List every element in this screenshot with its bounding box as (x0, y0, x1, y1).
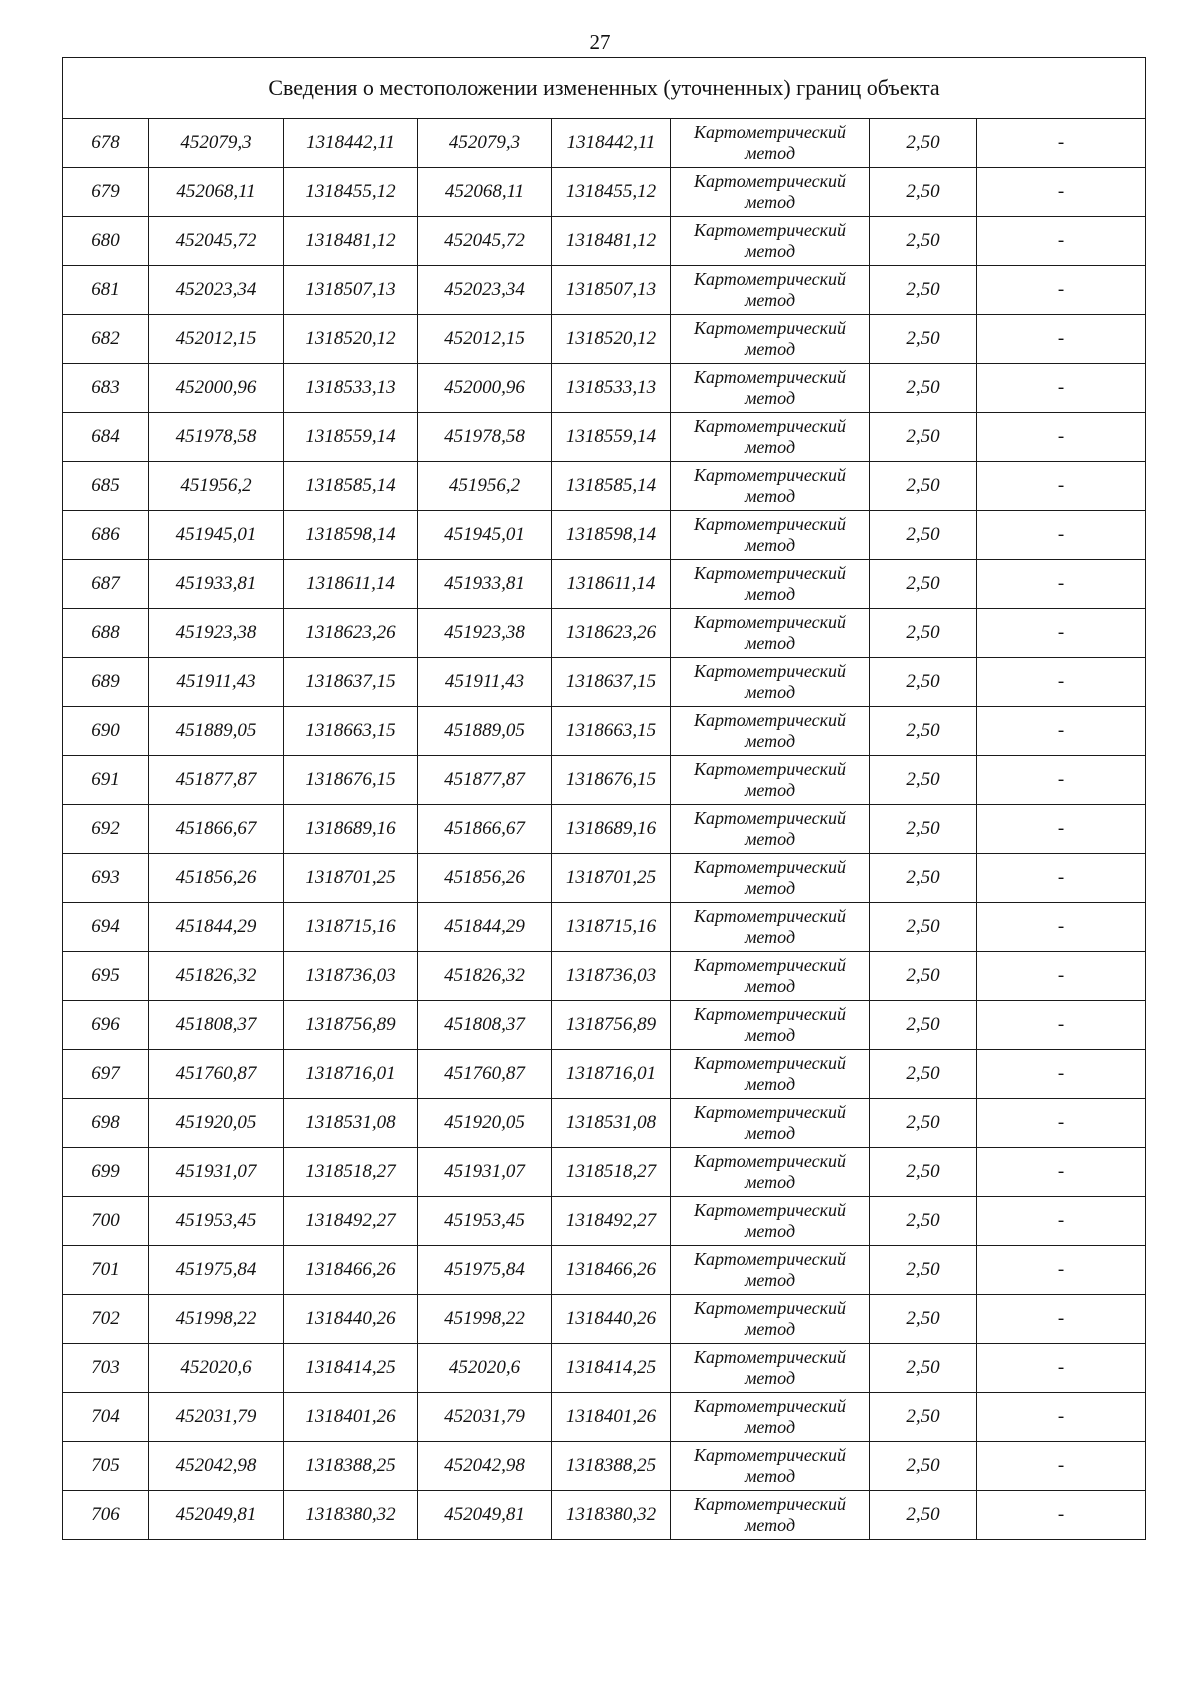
method-text: Картометрический метод (693, 171, 846, 212)
refined-y-cell: 1318689,16 (552, 805, 671, 854)
point-number-cell: 691 (63, 756, 149, 805)
point-number-cell: 703 (63, 1344, 149, 1393)
existing-y-cell: 1318520,12 (284, 315, 418, 364)
refined-y-cell: 1318455,12 (552, 168, 671, 217)
refined-x-cell: 451975,84 (418, 1246, 552, 1295)
accuracy-cell: 2,50 (870, 217, 977, 266)
table-row (63, 658, 1146, 707)
method-cell (671, 658, 870, 707)
table-row (63, 756, 1146, 805)
refined-x-cell: 451808,37 (418, 1001, 552, 1050)
refined-x-cell: 451956,2 (418, 462, 552, 511)
existing-x-cell: 451933,81 (149, 560, 284, 609)
refined-y-cell: 1318701,25 (552, 854, 671, 903)
existing-y-cell: 1318663,15 (284, 707, 418, 756)
method-text: Картометрический метод (693, 1004, 846, 1045)
accuracy-cell: 2,50 (870, 266, 977, 315)
method-text: Картометрический метод (693, 1102, 846, 1143)
existing-y-cell: 1318531,08 (284, 1099, 418, 1148)
refined-x-cell: 451945,01 (418, 511, 552, 560)
existing-x-cell: 451760,87 (149, 1050, 284, 1099)
method-cell (671, 1001, 870, 1050)
point-number-cell: 705 (63, 1442, 149, 1491)
existing-y-cell: 1318701,25 (284, 854, 418, 903)
table-row (63, 168, 1146, 217)
refined-x-cell: 452023,34 (418, 266, 552, 315)
accuracy-cell: 2,50 (870, 413, 977, 462)
point-number-cell: 700 (63, 1197, 149, 1246)
existing-y-cell: 1318507,13 (284, 266, 418, 315)
note-cell: - (977, 511, 1146, 560)
method-cell (671, 1148, 870, 1197)
note-cell: - (977, 1246, 1146, 1295)
existing-x-cell: 451844,29 (149, 903, 284, 952)
existing-y-cell: 1318380,32 (284, 1491, 418, 1540)
method-text: Картометрический метод (693, 318, 846, 359)
point-number-cell: 698 (63, 1099, 149, 1148)
existing-y-cell: 1318756,89 (284, 1001, 418, 1050)
accuracy-cell: 2,50 (870, 756, 977, 805)
refined-y-cell: 1318442,11 (552, 119, 671, 168)
method-text: Картометрический метод (693, 1494, 846, 1535)
point-number-cell: 684 (63, 413, 149, 462)
point-number-cell: 685 (63, 462, 149, 511)
accuracy-cell: 2,50 (870, 903, 977, 952)
point-number-cell: 706 (63, 1491, 149, 1540)
refined-x-cell: 452049,81 (418, 1491, 552, 1540)
note-cell: - (977, 1148, 1146, 1197)
refined-x-cell: 451920,05 (418, 1099, 552, 1148)
note-cell: - (977, 1393, 1146, 1442)
refined-y-cell: 1318531,08 (552, 1099, 671, 1148)
existing-y-cell: 1318414,25 (284, 1344, 418, 1393)
method-cell (671, 1246, 870, 1295)
method-cell (671, 903, 870, 952)
refined-y-cell: 1318676,15 (552, 756, 671, 805)
existing-x-cell: 452079,3 (149, 119, 284, 168)
method-cell (671, 1197, 870, 1246)
existing-y-cell: 1318623,26 (284, 609, 418, 658)
existing-x-cell: 451931,07 (149, 1148, 284, 1197)
existing-x-cell: 451998,22 (149, 1295, 284, 1344)
note-cell: - (977, 119, 1146, 168)
note-cell: - (977, 1001, 1146, 1050)
method-text: Картометрический метод (693, 1200, 846, 1241)
coordinates-table (62, 57, 1146, 1540)
accuracy-cell: 2,50 (870, 1295, 977, 1344)
table-row (63, 511, 1146, 560)
existing-y-cell: 1318388,25 (284, 1442, 418, 1491)
existing-x-cell: 452049,81 (149, 1491, 284, 1540)
method-text: Картометрический метод (693, 220, 846, 261)
table-row (63, 364, 1146, 413)
existing-y-cell: 1318466,26 (284, 1246, 418, 1295)
existing-x-cell: 451826,32 (149, 952, 284, 1001)
existing-y-cell: 1318585,14 (284, 462, 418, 511)
accuracy-cell: 2,50 (870, 1197, 977, 1246)
method-text: Картометрический метод (693, 857, 846, 898)
note-cell: - (977, 1050, 1146, 1099)
table-row (63, 1148, 1146, 1197)
method-text: Картометрический метод (693, 661, 846, 702)
note-cell: - (977, 1344, 1146, 1393)
refined-x-cell: 451760,87 (418, 1050, 552, 1099)
method-text: Картометрический метод (693, 1151, 846, 1192)
existing-x-cell: 451956,2 (149, 462, 284, 511)
table-title-row (63, 58, 1146, 119)
accuracy-cell: 2,50 (870, 315, 977, 364)
method-cell (671, 805, 870, 854)
refined-y-cell: 1318623,26 (552, 609, 671, 658)
existing-x-cell: 451978,58 (149, 413, 284, 462)
accuracy-cell: 2,50 (870, 1491, 977, 1540)
accuracy-cell: 2,50 (870, 560, 977, 609)
table-row (63, 1393, 1146, 1442)
method-text: Картометрический метод (693, 465, 846, 506)
method-cell (671, 217, 870, 266)
table-row (63, 1344, 1146, 1393)
existing-x-cell: 451920,05 (149, 1099, 284, 1148)
existing-y-cell: 1318716,01 (284, 1050, 418, 1099)
refined-x-cell: 452042,98 (418, 1442, 552, 1491)
method-text: Картометрический метод (693, 1298, 846, 1339)
note-cell: - (977, 462, 1146, 511)
note-cell: - (977, 1197, 1146, 1246)
point-number-cell: 687 (63, 560, 149, 609)
table-row (63, 1099, 1146, 1148)
existing-y-cell: 1318676,15 (284, 756, 418, 805)
accuracy-cell: 2,50 (870, 1050, 977, 1099)
refined-y-cell: 1318414,25 (552, 1344, 671, 1393)
point-number-cell: 679 (63, 168, 149, 217)
table-row (63, 119, 1146, 168)
note-cell: - (977, 217, 1146, 266)
method-text: Картометрический метод (693, 122, 846, 163)
refined-y-cell: 1318611,14 (552, 560, 671, 609)
note-cell: - (977, 364, 1146, 413)
method-cell (671, 364, 870, 413)
table-row (63, 1001, 1146, 1050)
table-row (63, 217, 1146, 266)
refined-y-cell: 1318637,15 (552, 658, 671, 707)
refined-x-cell: 451933,81 (418, 560, 552, 609)
method-text: Картометрический метод (693, 612, 846, 653)
accuracy-cell: 2,50 (870, 658, 977, 707)
accuracy-cell: 2,50 (870, 609, 977, 658)
accuracy-cell: 2,50 (870, 1148, 977, 1197)
table-row (63, 1246, 1146, 1295)
accuracy-cell: 2,50 (870, 511, 977, 560)
note-cell: - (977, 952, 1146, 1001)
refined-y-cell: 1318736,03 (552, 952, 671, 1001)
method-cell (671, 511, 870, 560)
method-cell (671, 266, 870, 315)
method-text: Картометрический метод (693, 514, 846, 555)
point-number-cell: 699 (63, 1148, 149, 1197)
existing-y-cell: 1318611,14 (284, 560, 418, 609)
table-row (63, 462, 1146, 511)
method-cell (671, 756, 870, 805)
method-text: Картометрический метод (693, 955, 846, 996)
method-text: Картометрический метод (693, 1249, 846, 1290)
point-number-cell: 695 (63, 952, 149, 1001)
refined-x-cell: 452012,15 (418, 315, 552, 364)
table-row (63, 1442, 1146, 1491)
note-cell: - (977, 266, 1146, 315)
existing-y-cell: 1318736,03 (284, 952, 418, 1001)
existing-y-cell: 1318598,14 (284, 511, 418, 560)
table-row (63, 903, 1146, 952)
method-cell (671, 315, 870, 364)
method-text: Картометрический метод (693, 710, 846, 751)
accuracy-cell: 2,50 (870, 854, 977, 903)
table-row (63, 266, 1146, 315)
existing-y-cell: 1318715,16 (284, 903, 418, 952)
refined-y-cell: 1318518,27 (552, 1148, 671, 1197)
refined-y-cell: 1318440,26 (552, 1295, 671, 1344)
note-cell: - (977, 315, 1146, 364)
method-text: Картометрический метод (693, 759, 846, 800)
note-cell: - (977, 413, 1146, 462)
accuracy-cell: 2,50 (870, 1001, 977, 1050)
existing-x-cell: 452068,11 (149, 168, 284, 217)
point-number-cell: 690 (63, 707, 149, 756)
existing-x-cell: 452000,96 (149, 364, 284, 413)
refined-x-cell: 451931,07 (418, 1148, 552, 1197)
refined-x-cell: 451953,45 (418, 1197, 552, 1246)
method-text: Картометрический метод (693, 808, 846, 849)
method-cell (671, 560, 870, 609)
refined-x-cell: 451866,67 (418, 805, 552, 854)
note-cell: - (977, 854, 1146, 903)
existing-x-cell: 451889,05 (149, 707, 284, 756)
existing-x-cell: 451923,38 (149, 609, 284, 658)
table-row (63, 1197, 1146, 1246)
accuracy-cell: 2,50 (870, 1442, 977, 1491)
table-row (63, 413, 1146, 462)
existing-x-cell: 451975,84 (149, 1246, 284, 1295)
method-cell (671, 462, 870, 511)
existing-y-cell: 1318440,26 (284, 1295, 418, 1344)
note-cell: - (977, 1295, 1146, 1344)
existing-x-cell: 452031,79 (149, 1393, 284, 1442)
accuracy-cell: 2,50 (870, 364, 977, 413)
existing-y-cell: 1318533,13 (284, 364, 418, 413)
accuracy-cell: 2,50 (870, 168, 977, 217)
existing-y-cell: 1318401,26 (284, 1393, 418, 1442)
method-cell (671, 119, 870, 168)
note-cell: - (977, 903, 1146, 952)
refined-y-cell: 1318388,25 (552, 1442, 671, 1491)
note-cell: - (977, 1442, 1146, 1491)
existing-x-cell: 452023,34 (149, 266, 284, 315)
table-row (63, 609, 1146, 658)
point-number-cell: 682 (63, 315, 149, 364)
point-number-cell: 683 (63, 364, 149, 413)
refined-y-cell: 1318520,12 (552, 315, 671, 364)
table-row (63, 707, 1146, 756)
table-row (63, 952, 1146, 1001)
point-number-cell: 694 (63, 903, 149, 952)
existing-x-cell: 452012,15 (149, 315, 284, 364)
method-cell (671, 1099, 870, 1148)
refined-x-cell: 451856,26 (418, 854, 552, 903)
refined-y-cell: 1318380,32 (552, 1491, 671, 1540)
table-row (63, 805, 1146, 854)
method-text: Картометрический метод (693, 367, 846, 408)
method-text: Картометрический метод (693, 1396, 846, 1437)
note-cell: - (977, 609, 1146, 658)
existing-x-cell: 451866,67 (149, 805, 284, 854)
method-text: Картометрический метод (693, 1347, 846, 1388)
accuracy-cell: 2,50 (870, 707, 977, 756)
refined-x-cell: 452079,3 (418, 119, 552, 168)
refined-y-cell: 1318756,89 (552, 1001, 671, 1050)
existing-x-cell: 451877,87 (149, 756, 284, 805)
refined-y-cell: 1318559,14 (552, 413, 671, 462)
table-title: Сведения о местоположении измененных (уточненных) границ объекта (63, 58, 1146, 119)
refined-x-cell: 452068,11 (418, 168, 552, 217)
existing-x-cell: 451953,45 (149, 1197, 284, 1246)
existing-y-cell: 1318689,16 (284, 805, 418, 854)
accuracy-cell: 2,50 (870, 1344, 977, 1393)
refined-x-cell: 451826,32 (418, 952, 552, 1001)
table-row (63, 1050, 1146, 1099)
accuracy-cell: 2,50 (870, 119, 977, 168)
existing-y-cell: 1318637,15 (284, 658, 418, 707)
refined-x-cell: 451978,58 (418, 413, 552, 462)
refined-y-cell: 1318507,13 (552, 266, 671, 315)
table-row (63, 315, 1146, 364)
note-cell: - (977, 756, 1146, 805)
method-cell (671, 854, 870, 903)
existing-x-cell: 451808,37 (149, 1001, 284, 1050)
method-cell (671, 1491, 870, 1540)
method-cell (671, 609, 870, 658)
point-number-cell: 689 (63, 658, 149, 707)
refined-y-cell: 1318466,26 (552, 1246, 671, 1295)
point-number-cell: 678 (63, 119, 149, 168)
method-text: Картометрический метод (693, 1053, 846, 1094)
note-cell: - (977, 658, 1146, 707)
note-cell: - (977, 1491, 1146, 1540)
method-text: Картометрический метод (693, 906, 846, 947)
point-number-cell: 688 (63, 609, 149, 658)
existing-x-cell: 452020,6 (149, 1344, 284, 1393)
method-text: Картометрический метод (693, 269, 846, 310)
method-text: Картометрический метод (693, 1445, 846, 1486)
point-number-cell: 704 (63, 1393, 149, 1442)
refined-x-cell: 451923,38 (418, 609, 552, 658)
point-number-cell: 697 (63, 1050, 149, 1099)
accuracy-cell: 2,50 (870, 805, 977, 854)
method-cell (671, 952, 870, 1001)
existing-y-cell: 1318518,27 (284, 1148, 418, 1197)
accuracy-cell: 2,50 (870, 952, 977, 1001)
point-number-cell: 681 (63, 266, 149, 315)
method-cell (671, 413, 870, 462)
point-number-cell: 680 (63, 217, 149, 266)
existing-y-cell: 1318481,12 (284, 217, 418, 266)
note-cell: - (977, 560, 1146, 609)
note-cell: - (977, 805, 1146, 854)
refined-y-cell: 1318598,14 (552, 511, 671, 560)
refined-y-cell: 1318715,16 (552, 903, 671, 952)
method-cell (671, 1295, 870, 1344)
method-cell (671, 1344, 870, 1393)
refined-x-cell: 451877,87 (418, 756, 552, 805)
refined-y-cell: 1318492,27 (552, 1197, 671, 1246)
method-text: Картометрический метод (693, 563, 846, 604)
table-row (63, 560, 1146, 609)
refined-x-cell: 451911,43 (418, 658, 552, 707)
refined-x-cell: 452045,72 (418, 217, 552, 266)
point-number-cell: 686 (63, 511, 149, 560)
refined-x-cell: 451889,05 (418, 707, 552, 756)
existing-x-cell: 451911,43 (149, 658, 284, 707)
method-cell (671, 1442, 870, 1491)
refined-y-cell: 1318663,15 (552, 707, 671, 756)
point-number-cell: 696 (63, 1001, 149, 1050)
method-cell (671, 707, 870, 756)
refined-x-cell: 452020,6 (418, 1344, 552, 1393)
refined-y-cell: 1318533,13 (552, 364, 671, 413)
refined-y-cell: 1318716,01 (552, 1050, 671, 1099)
method-text: Картометрический метод (693, 416, 846, 457)
method-cell (671, 1050, 870, 1099)
existing-y-cell: 1318559,14 (284, 413, 418, 462)
existing-y-cell: 1318442,11 (284, 119, 418, 168)
point-number-cell: 692 (63, 805, 149, 854)
refined-y-cell: 1318401,26 (552, 1393, 671, 1442)
accuracy-cell: 2,50 (870, 1393, 977, 1442)
existing-x-cell: 452042,98 (149, 1442, 284, 1491)
refined-x-cell: 451844,29 (418, 903, 552, 952)
table-body (63, 58, 1146, 1540)
note-cell: - (977, 1099, 1146, 1148)
refined-x-cell: 451998,22 (418, 1295, 552, 1344)
note-cell: - (977, 168, 1146, 217)
table-row (63, 854, 1146, 903)
point-number-cell: 702 (63, 1295, 149, 1344)
page-number: 27 (589, 30, 611, 54)
method-cell (671, 1393, 870, 1442)
refined-y-cell: 1318481,12 (552, 217, 671, 266)
refined-x-cell: 452031,79 (418, 1393, 552, 1442)
point-number-cell: 701 (63, 1246, 149, 1295)
method-cell (671, 168, 870, 217)
existing-y-cell: 1318455,12 (284, 168, 418, 217)
point-number-cell: 693 (63, 854, 149, 903)
table-row (63, 1295, 1146, 1344)
accuracy-cell: 2,50 (870, 1099, 977, 1148)
existing-x-cell: 452045,72 (149, 217, 284, 266)
existing-y-cell: 1318492,27 (284, 1197, 418, 1246)
table-row (63, 1491, 1146, 1540)
existing-x-cell: 451856,26 (149, 854, 284, 903)
accuracy-cell: 2,50 (870, 462, 977, 511)
existing-x-cell: 451945,01 (149, 511, 284, 560)
refined-x-cell: 452000,96 (418, 364, 552, 413)
refined-y-cell: 1318585,14 (552, 462, 671, 511)
note-cell: - (977, 707, 1146, 756)
accuracy-cell: 2,50 (870, 1246, 977, 1295)
